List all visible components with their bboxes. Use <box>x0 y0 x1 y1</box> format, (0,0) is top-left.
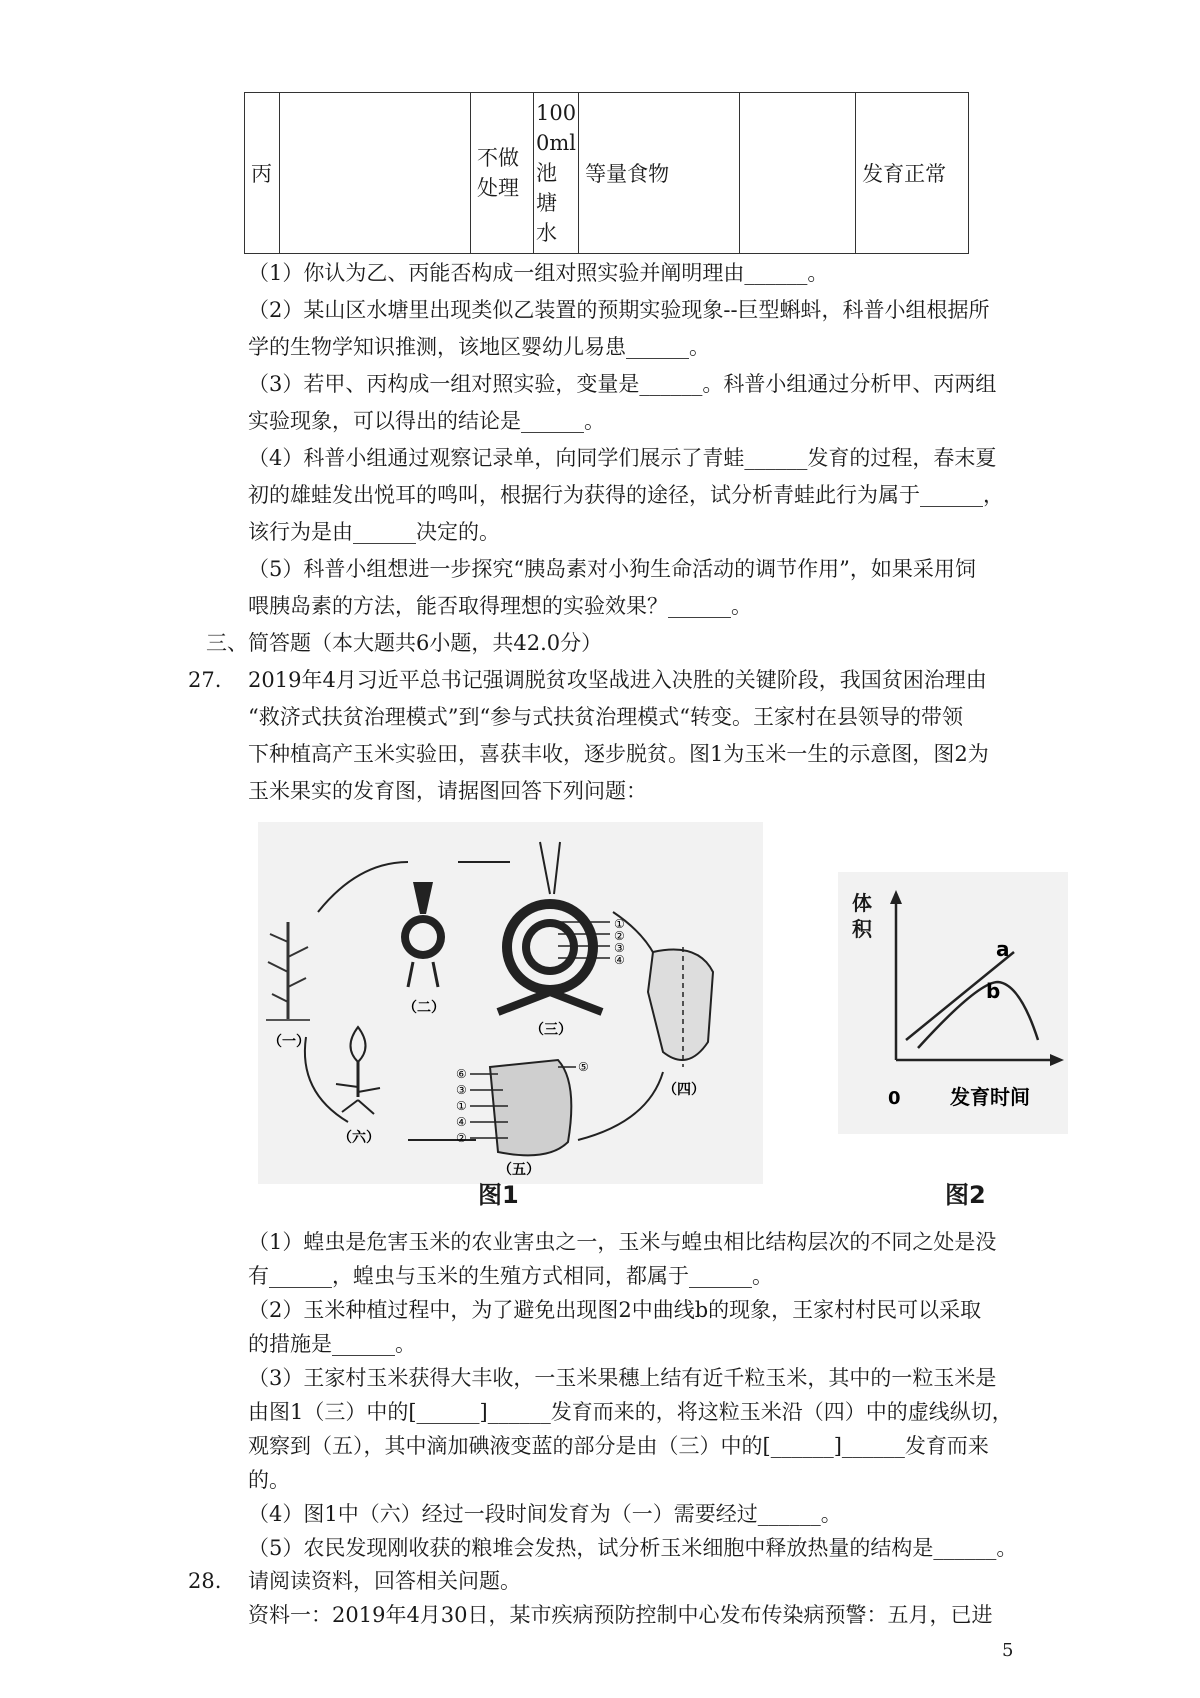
water-line: 100 <box>536 101 577 125</box>
q27-intro-c: 下种植高产玉米实验田，喜获丰收，逐步脱贫。图1为玉米一生的示意图，图2为 <box>248 742 989 766</box>
q28-intro: 请阅读资料，回答相关问题。 <box>248 1569 521 1593</box>
q26-s4b: 初的雄蛙发出悦耳的鸣叫，根据行为获得的途径，试分析青蛙此行为属于______， <box>248 483 1004 507</box>
empty-cell <box>280 93 471 254</box>
water-line: 0ml <box>536 131 576 155</box>
food-cell: 等量食物 <box>579 93 740 254</box>
q26-s3b: 实验现象，可以得出的结论是______。 <box>248 409 605 433</box>
treatment-cell: 不做处理 <box>471 93 534 254</box>
q27-s2a: （2）玉米种植过程中，为了避免出现图2中曲线b的现象，王家村村民可以采取 <box>248 1298 982 1322</box>
q27-intro-b: “救济式扶贫治理模式”到“参与式扶贫治理模式“转变。王家村在县领导的带领 <box>248 705 963 729</box>
q27-s1a: （1）蝗虫是危害玉米的农业害虫之一，玉米与蝗虫相比结构层次的不同之处是没 <box>248 1230 997 1254</box>
x-axis-label: 发育时间 <box>950 1085 1030 1109</box>
q26-s5a: （5）科普小组想进一步探究“胰岛素对小狗生命活动的调节作用”，如果采用饲 <box>248 557 976 581</box>
q27-s3d: 的。 <box>248 1468 290 1492</box>
table-row <box>245 93 969 254</box>
stage-label: （五） <box>498 1162 540 1178</box>
q27-s3b: 由图1（三）中的[______]______发育而来的，将这粒玉米沿（四）中的虚线纵切， <box>248 1400 1013 1424</box>
q26-s3a: （3）若甲、丙构成一组对照实验，变量是______。科普小组通过分析甲、丙两组 <box>248 372 997 396</box>
q28-number: 28. <box>188 1569 222 1593</box>
q27-s3a: （3）王家村玉米获得大丰收，一玉米果穗上结有近千粒玉米，其中的一粒玉米是 <box>248 1366 997 1390</box>
q27-intro-d: 玉米果实的发育图，请据图回答下列问题： <box>248 779 647 803</box>
figure-1 <box>258 822 763 1184</box>
page-number: 5 <box>1002 1640 1014 1661</box>
q27-s4: （4）图1中（六）经过一段时间发育为（一）需要经过______。 <box>248 1502 842 1526</box>
stage3-mark: ② <box>614 929 625 943</box>
q26-s2a: （2）某山区水塘里出现类似乙装置的预期实验现象--巨型蝌蚪，科普小组根据所 <box>248 298 990 322</box>
stage3-mark: ④ <box>614 953 625 967</box>
q26-s4a: （4）科普小组通过观察记录单，向同学们展示了青蛙______发育的过程，春末夏 <box>248 446 997 470</box>
group-cell: 丙 <box>245 93 280 254</box>
y-axis-label: 体积 <box>852 891 872 941</box>
stage-label: （一） <box>268 1034 310 1050</box>
stage-label: （三） <box>530 1022 572 1038</box>
q27-s2b: 的措施是______。 <box>248 1332 416 1356</box>
q27-s3c: 观察到（五），其中滴加碘液变蓝的部分是由（三）中的[______]______发育而来 <box>248 1434 989 1458</box>
q27-number: 27. <box>188 668 222 692</box>
curve-a-label: a <box>996 937 1010 961</box>
stage-label: （二） <box>403 1000 445 1016</box>
q26-s1: （1）你认为乙、丙能否构成一组对照实验并阐明理由______。 <box>248 261 829 285</box>
q26-s4c: 该行为是由______决定的。 <box>248 520 500 544</box>
water-line: 池 <box>536 161 557 185</box>
water-line: 水 <box>536 221 557 245</box>
stage5-mark: ① <box>456 1099 467 1113</box>
q27-s5: （5）农民发现刚收获的粮堆会发热，试分析玉米细胞中释放热量的结构是______。 <box>248 1536 1018 1560</box>
stage5-mark: ③ <box>456 1083 467 1097</box>
stage5-mark: ⑤ <box>578 1060 589 1074</box>
water-cell <box>534 93 579 254</box>
stage-label: （六） <box>338 1130 380 1146</box>
section-heading: 三、简答题（本大题共6小题，共42.0分） <box>206 631 603 655</box>
curve-b-label: b <box>986 979 1001 1003</box>
stage5-mark: ④ <box>456 1115 467 1129</box>
stage3-mark: ① <box>614 917 625 931</box>
q27-s1b: 有______，蝗虫与玉米的生殖方式相同，都属于______。 <box>248 1264 773 1288</box>
q27-intro-a: 2019年4月习近平总书记强调脱贫攻坚战进入决胜的关键阶段，我国贫困治理由 <box>248 668 987 692</box>
result-cell: 发育正常 <box>856 93 969 254</box>
empty-cell <box>740 93 856 254</box>
q28-m1a: 资料一：2019年4月30日，某市疾病预防控制中心发布传染病预警：五月，已进 <box>248 1603 993 1627</box>
q26-s5b: 喂胰岛素的方法，能否取得理想的实验效果？______。 <box>248 594 752 618</box>
q26-s2b: 学的生物学知识推测，该地区婴幼儿易患______。 <box>248 335 710 359</box>
stage-label: （四） <box>663 1082 705 1098</box>
water-line: 塘 <box>536 191 557 215</box>
figure-1-caption: 图1 <box>478 1181 519 1209</box>
figure-2-caption: 图2 <box>945 1181 986 1209</box>
stage5-mark: ② <box>456 1131 467 1145</box>
stage3-mark: ③ <box>614 941 625 955</box>
stage5-mark: ⑥ <box>456 1067 467 1081</box>
experiment-table <box>244 92 969 254</box>
origin-label: 0 <box>888 1088 901 1109</box>
